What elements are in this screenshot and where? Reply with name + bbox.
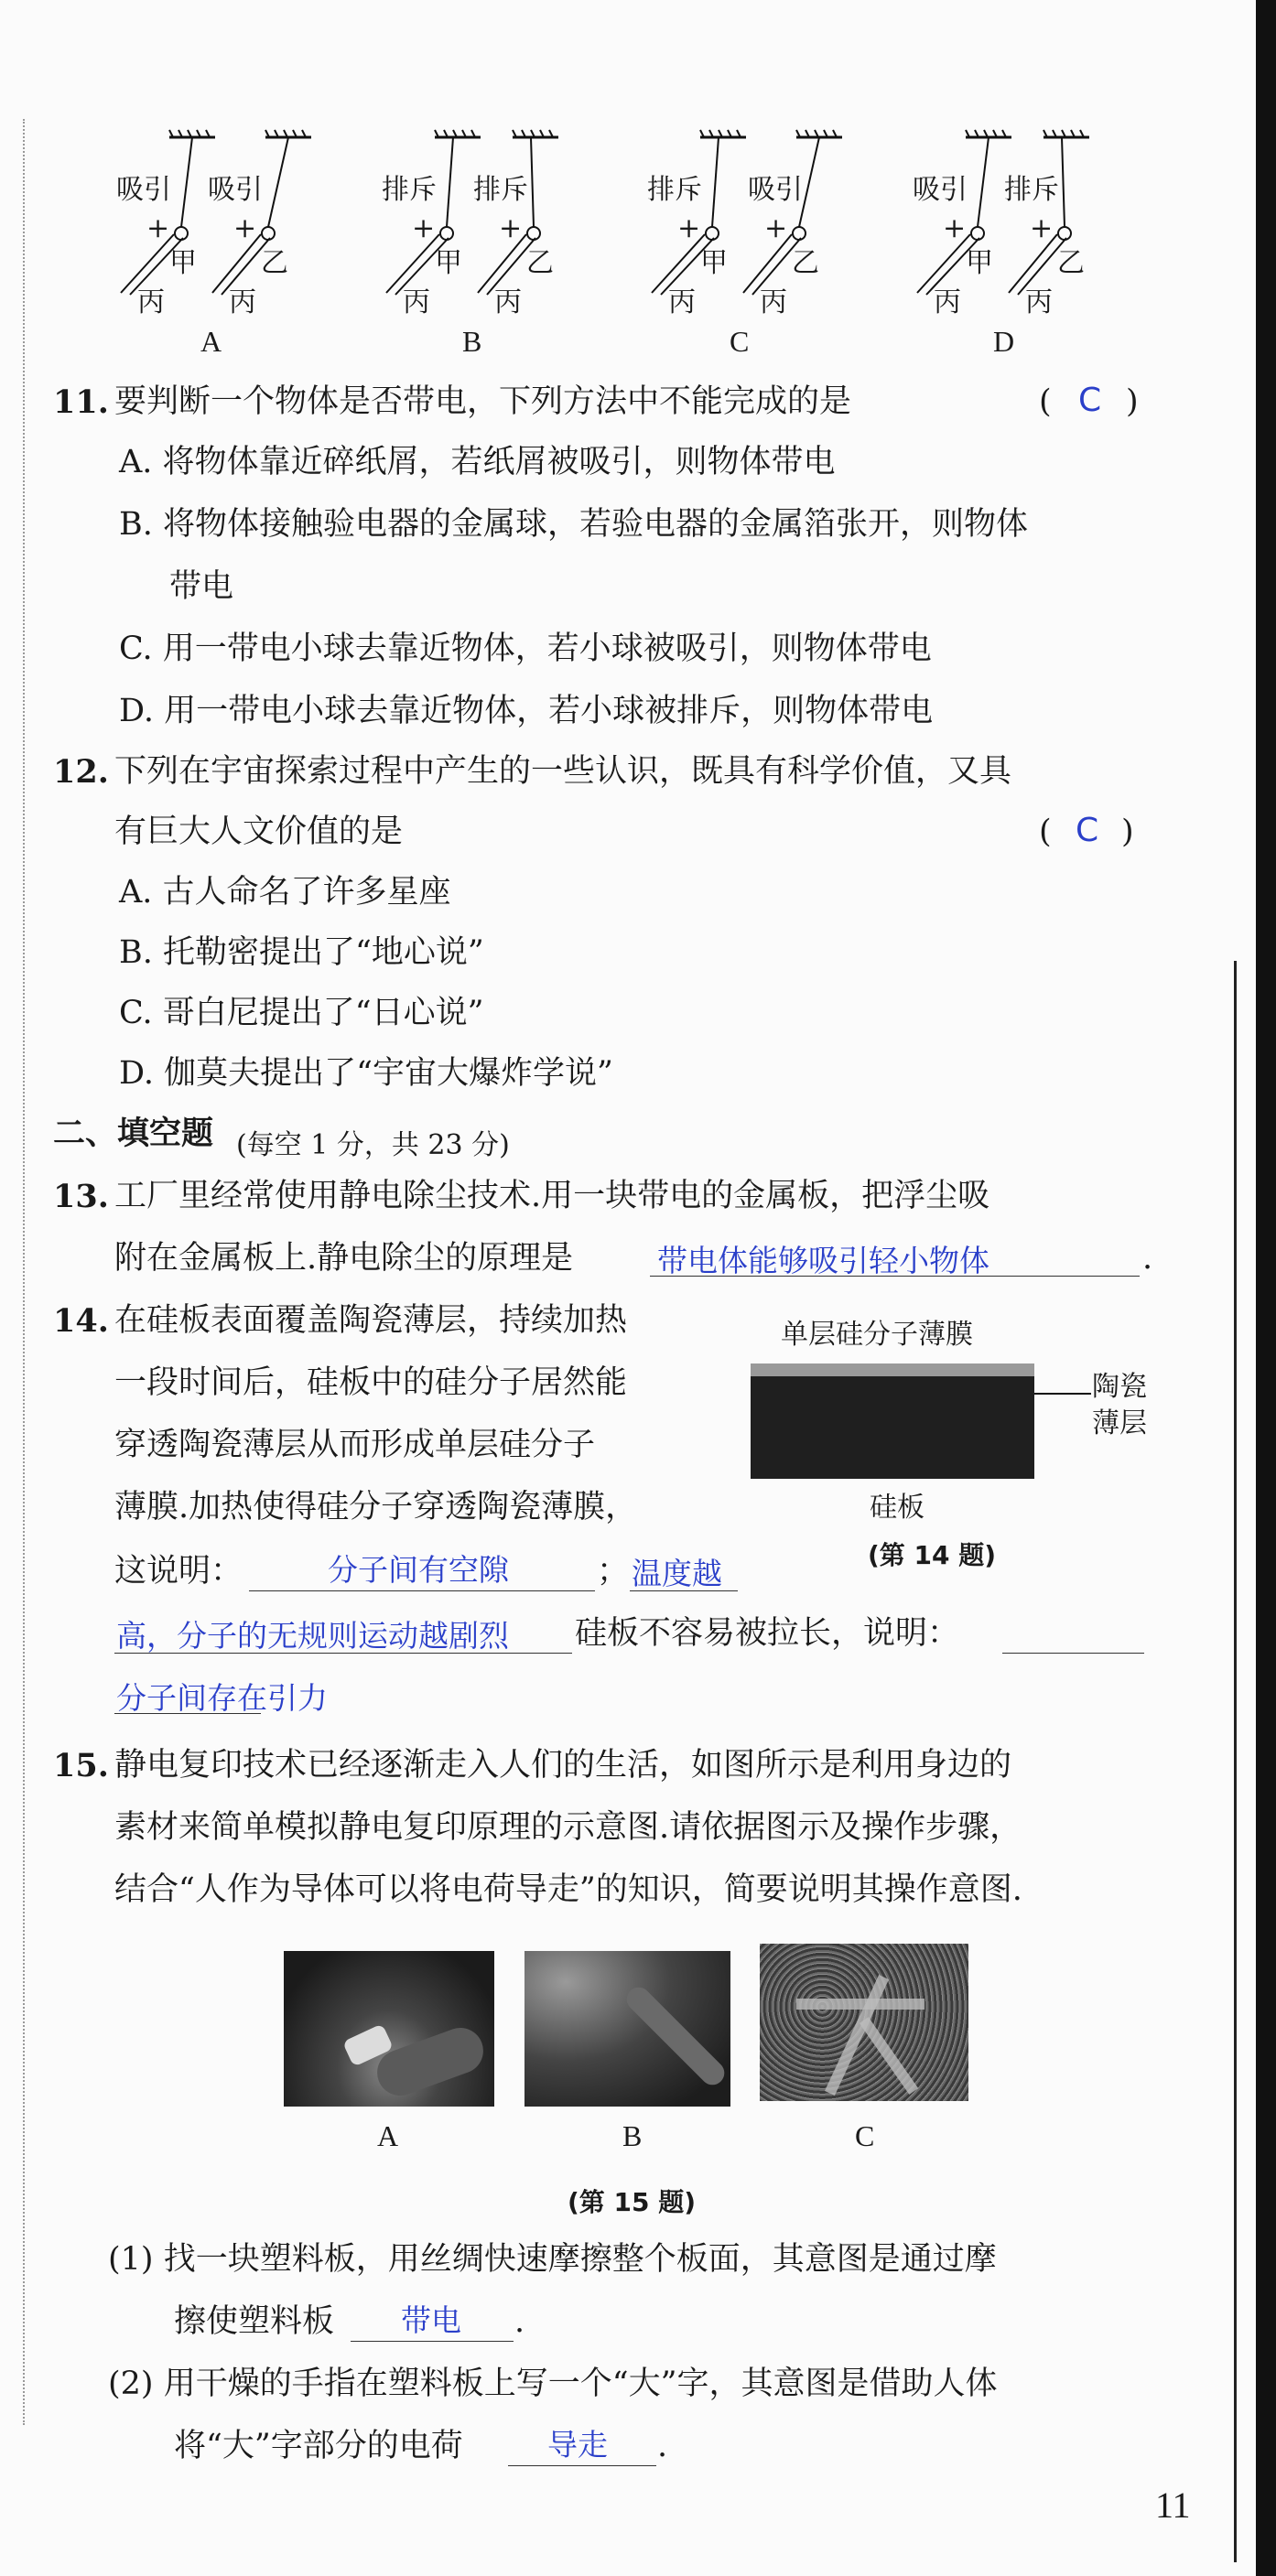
q14-separator: ； <box>597 1553 630 1590</box>
q14-answer3-blank-a[interactable] <box>1002 1618 1144 1654</box>
plus-sign: + <box>412 212 436 244</box>
q15-sub1-prefix: 擦使塑料板 <box>174 2303 335 2340</box>
q14-fig-label-bottom: 硅板 <box>870 1492 925 1524</box>
plus-sign: + <box>677 212 701 244</box>
q15-sub1-line1: (1) 找一块塑料板，用丝绸快速摩擦整个板面，其意图是通过摩 <box>108 2241 997 2278</box>
q15-caption: (第 15 题) <box>568 2187 697 2217</box>
d-left-label: 吸引 <box>913 174 968 206</box>
q14-answer2-part1: 温度越 <box>632 1556 722 1591</box>
q12-option-d: D. 伽莫夫提出了“宇宙大爆炸学说” <box>119 1055 613 1092</box>
a-right-label: 吸引 <box>208 174 263 206</box>
b-right-label: 排斥 <box>473 174 528 206</box>
q14-number: 14. <box>53 1302 109 1340</box>
binding-edge-thin <box>1234 961 1237 2562</box>
q12-number: 12. <box>53 753 109 791</box>
rod-bing-label: 丙 <box>229 286 256 318</box>
q12-option-b: B. 托勒密提出了“地心说” <box>119 934 484 971</box>
plus-sign: + <box>233 212 257 244</box>
section2-note: (每空 1 分，共 23 分) <box>236 1129 510 1161</box>
q12-stem-line2: 有巨大人文价值的是 <box>114 814 404 850</box>
q15-photo-c-label: C <box>855 2119 875 2152</box>
rod-bing-label: 丙 <box>668 286 696 318</box>
q11-option-a: A. 将物体靠近碎纸屑，若纸屑被吸引，则物体带电 <box>119 444 836 480</box>
q14-silicon-plate <box>751 1376 1034 1479</box>
q11-paren-close: ) <box>1126 383 1139 420</box>
q14-line5-prefix: 这说明： <box>114 1553 243 1590</box>
rod-bing-label: 丙 <box>760 286 787 318</box>
q13-line2-prefix: 附在金属板上.静电除尘的原理是 <box>114 1240 574 1277</box>
q14-caption: (第 14 题) <box>868 1540 997 1570</box>
q12-option-c: C. 哥白尼提出了“日心说” <box>119 995 484 1031</box>
ball-jia-label: 甲 <box>435 247 462 279</box>
rod-bing-label: 丙 <box>403 286 430 318</box>
rod-bing-label: 丙 <box>934 286 961 318</box>
q15-sub2-answer: 导走 <box>547 2427 608 2463</box>
option-b-label: B <box>462 325 482 358</box>
q11-number: 11. <box>53 383 109 421</box>
q11-paren-open: ( <box>1039 383 1052 420</box>
rod-bing-label: 丙 <box>494 286 522 318</box>
option-a-label: A <box>200 325 222 358</box>
q14-fig-label-right2: 薄层 <box>1092 1407 1147 1439</box>
q13-period: . <box>1142 1240 1153 1277</box>
q11-option-b-cont: 带电 <box>169 568 234 605</box>
q15-sub2-line1: (2) 用干燥的手指在塑料板上写一个“大”字，其意图是借助人体 <box>108 2366 998 2402</box>
q15-photo-b-label: B <box>622 2119 643 2152</box>
q15-photo-a-label: A <box>377 2119 399 2152</box>
ball-yi-label: 乙 <box>1057 247 1085 279</box>
q15-line2: 素材来简单模拟静电复印原理的示意图.请依据图示及操作步骤， <box>114 1809 1022 1846</box>
q15-line3: 结合“人作为导体可以将电荷导走”的知识，简要说明其操作意图. <box>114 1871 1022 1908</box>
a-left-label: 吸引 <box>116 174 171 206</box>
ball-yi-label: 乙 <box>792 247 819 279</box>
q15-sub2-period: . <box>657 2428 668 2464</box>
q15-photo-a <box>284 1951 494 2107</box>
q14-fig-label-top: 单层硅分子薄膜 <box>781 1319 973 1351</box>
ball-jia-label: 甲 <box>700 247 728 279</box>
q14-answer1: 分子间有空隙 <box>328 1552 509 1588</box>
q14-pointer-line <box>1034 1393 1091 1395</box>
q14-film-layer <box>751 1363 1034 1376</box>
q11-stem: 要判断一个物体是否带电，下列方法中不能完成的是 <box>114 383 852 420</box>
plus-sign: + <box>1030 212 1054 244</box>
q14-answer2-part2: 高，分子的无规则运动越剧烈 <box>116 1618 509 1654</box>
b-left-label: 排斥 <box>382 174 437 206</box>
q15-sub1-answer: 带电 <box>401 2302 461 2338</box>
option-d-label: D <box>993 325 1015 358</box>
q14-line3: 穿透陶瓷薄层从而形成单层硅分子 <box>114 1427 596 1463</box>
d-right-label: 排斥 <box>1004 174 1059 206</box>
margin-dotted-line <box>23 119 25 2425</box>
ball-jia-label: 甲 <box>169 247 197 279</box>
binding-edge <box>1256 0 1276 2576</box>
q12-stem-line1: 下列在宇宙探索过程中产生的一些认识，既具有科学价值，又具 <box>114 753 1012 790</box>
q15-sub2-prefix: 将“大”字部分的电荷 <box>174 2428 463 2464</box>
plus-sign: + <box>499 212 523 244</box>
q12-answer: C <box>1076 812 1099 849</box>
q15-number: 15. <box>53 1747 109 1784</box>
ball-yi-label: 乙 <box>261 247 288 279</box>
plus-sign: + <box>943 212 967 244</box>
q14-line6: 硅板不容易被拉长，说明： <box>575 1615 960 1652</box>
q15-photo-c <box>760 1944 968 2101</box>
rod-bing-label: 丙 <box>1025 286 1053 318</box>
ball-yi-label: 乙 <box>526 247 554 279</box>
rod-bing-label: 丙 <box>137 286 165 318</box>
q13-answer: 带电体能够吸引轻小物体 <box>657 1243 989 1278</box>
page-number: 11 <box>1155 2484 1191 2526</box>
q15-line1: 静电复印技术已经逐渐走入人们的生活，如图所示是利用身边的 <box>114 1747 1012 1784</box>
q15-photo-b <box>524 1951 730 2107</box>
q11-option-d: D. 用一带电小球去靠近物体，若小球被排斥，则物体带电 <box>119 693 934 729</box>
q13-line1: 工厂里经常使用静电除尘技术.用一块带电的金属板，把浮尘吸 <box>114 1178 990 1214</box>
q15-sub1-period: . <box>514 2303 525 2340</box>
q11-option-c: C. 用一带电小球去靠近物体，若小球被吸引，则物体带电 <box>119 631 932 667</box>
section2-title: 二、填空题 <box>53 1116 214 1152</box>
q14-line1: 在硅板表面覆盖陶瓷薄层，持续加热 <box>114 1302 628 1339</box>
ball-jia-label: 甲 <box>966 247 993 279</box>
q12-option-a: A. 古人命名了许多星座 <box>119 874 451 911</box>
q14-fig-label-right1: 陶瓷 <box>1092 1371 1147 1403</box>
c-right-label: 吸引 <box>748 174 803 206</box>
plus-sign: + <box>764 212 788 244</box>
plus-sign: + <box>146 212 170 244</box>
q11-answer: C <box>1078 382 1102 419</box>
q13-number: 13. <box>53 1178 109 1215</box>
q11-option-b: B. 将物体接触验电器的金属球，若验电器的金属箔张开，则物体 <box>119 506 1028 543</box>
c-left-label: 排斥 <box>647 174 702 206</box>
option-c-label: C <box>730 325 750 358</box>
q14-line4: 薄膜.加热使得硅分子穿透陶瓷薄膜， <box>114 1489 638 1525</box>
q14-line2: 一段时间后，硅板中的硅分子居然能 <box>114 1364 628 1401</box>
q14-answer3: 分子间存在引力 <box>116 1680 328 1716</box>
q12-paren-open: ( <box>1039 814 1052 850</box>
q12-paren-close: ) <box>1121 814 1134 850</box>
